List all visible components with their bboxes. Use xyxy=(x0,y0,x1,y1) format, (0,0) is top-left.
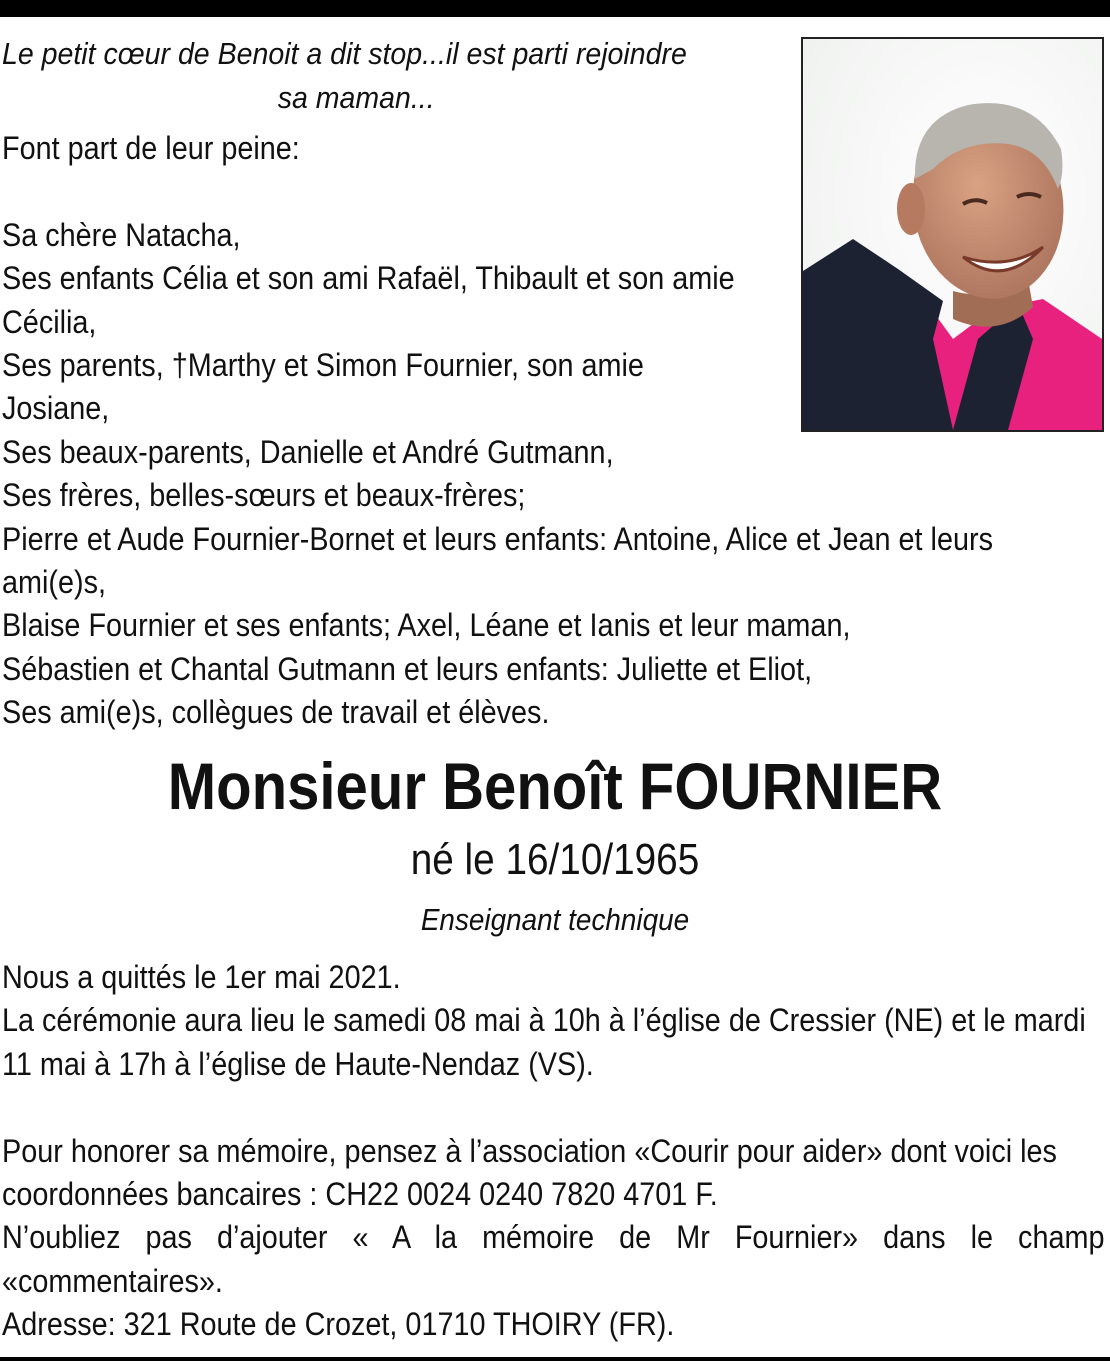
family-member: Sa chère Natacha, xyxy=(2,216,241,253)
ceremony-info: La cérémonie aura lieu le samedi 08 mai à 10h à l’église de Cressier (NE) et le mardi 11 mai à 17h à l’église de Haute-Nendaz (VS). xyxy=(2,1002,1086,1082)
profession: Enseignant technique xyxy=(420,902,690,937)
family-member: Ses ami(e)s, collègues de travail et élèves. xyxy=(2,694,550,731)
spacer xyxy=(2,170,1064,213)
family-member: Ses parents, †Marthy et Simon Fournier, son amie Josiane, xyxy=(2,347,644,427)
family-member: Pierre et Aude Fournier-Bornet et leurs enfants: Antoine, Alice et Jean et leurs ami(e)s, xyxy=(2,520,993,601)
bottom-rule xyxy=(0,1357,1110,1361)
donation-reminder: N’oubliez pas d’ajouter « A la mémoire de Mr Fournier» dans le champ «commentaires». xyxy=(2,1219,1105,1299)
family-heading: Font part de leur peine: xyxy=(2,130,300,166)
deceased-name: Monsieur Benoît FOURNIER xyxy=(167,749,943,823)
address: Adresse: 321 Route de Crozet, 01710 THOIRY (FR). xyxy=(2,1306,675,1343)
intro-line-1: Le petit cœur de Benoit a dit stop...il est parti rejoindre xyxy=(2,36,687,71)
family-member: Sébastien et Chantal Gutmann et leurs enfants: Juliette et Eliot, xyxy=(2,650,813,687)
family-member: Blaise Fournier et ses enfants; Axel, Léane et Ianis et leur maman, xyxy=(2,607,851,644)
announcement-details xyxy=(2,956,1105,1347)
intro-line-2: sa maman... xyxy=(277,80,435,115)
donation-info: Pour honorer sa mémoire, pensez à l’association «Courir pour aider» dont voici les coordonnées bancaires : CH22 0024 0240 7820 4701 F. xyxy=(2,1132,1057,1213)
family-member: Ses beaux-parents, Danielle et André Gutmann, xyxy=(2,433,614,470)
top-rule xyxy=(0,0,1110,17)
family-member: Ses enfants Célia et son ami Rafaël, Thibault et son amie Cécilia, xyxy=(2,260,735,340)
spacer xyxy=(2,1086,1105,1129)
birth-date: né le 16/10/1965 xyxy=(410,835,700,884)
passed-date: Nous a quittés le 1er mai 2021. xyxy=(2,959,401,995)
family-list xyxy=(2,127,1064,735)
family-member: Ses frères, belles-sœurs et beaux-frères; xyxy=(2,477,526,514)
intro-quote xyxy=(2,32,701,120)
